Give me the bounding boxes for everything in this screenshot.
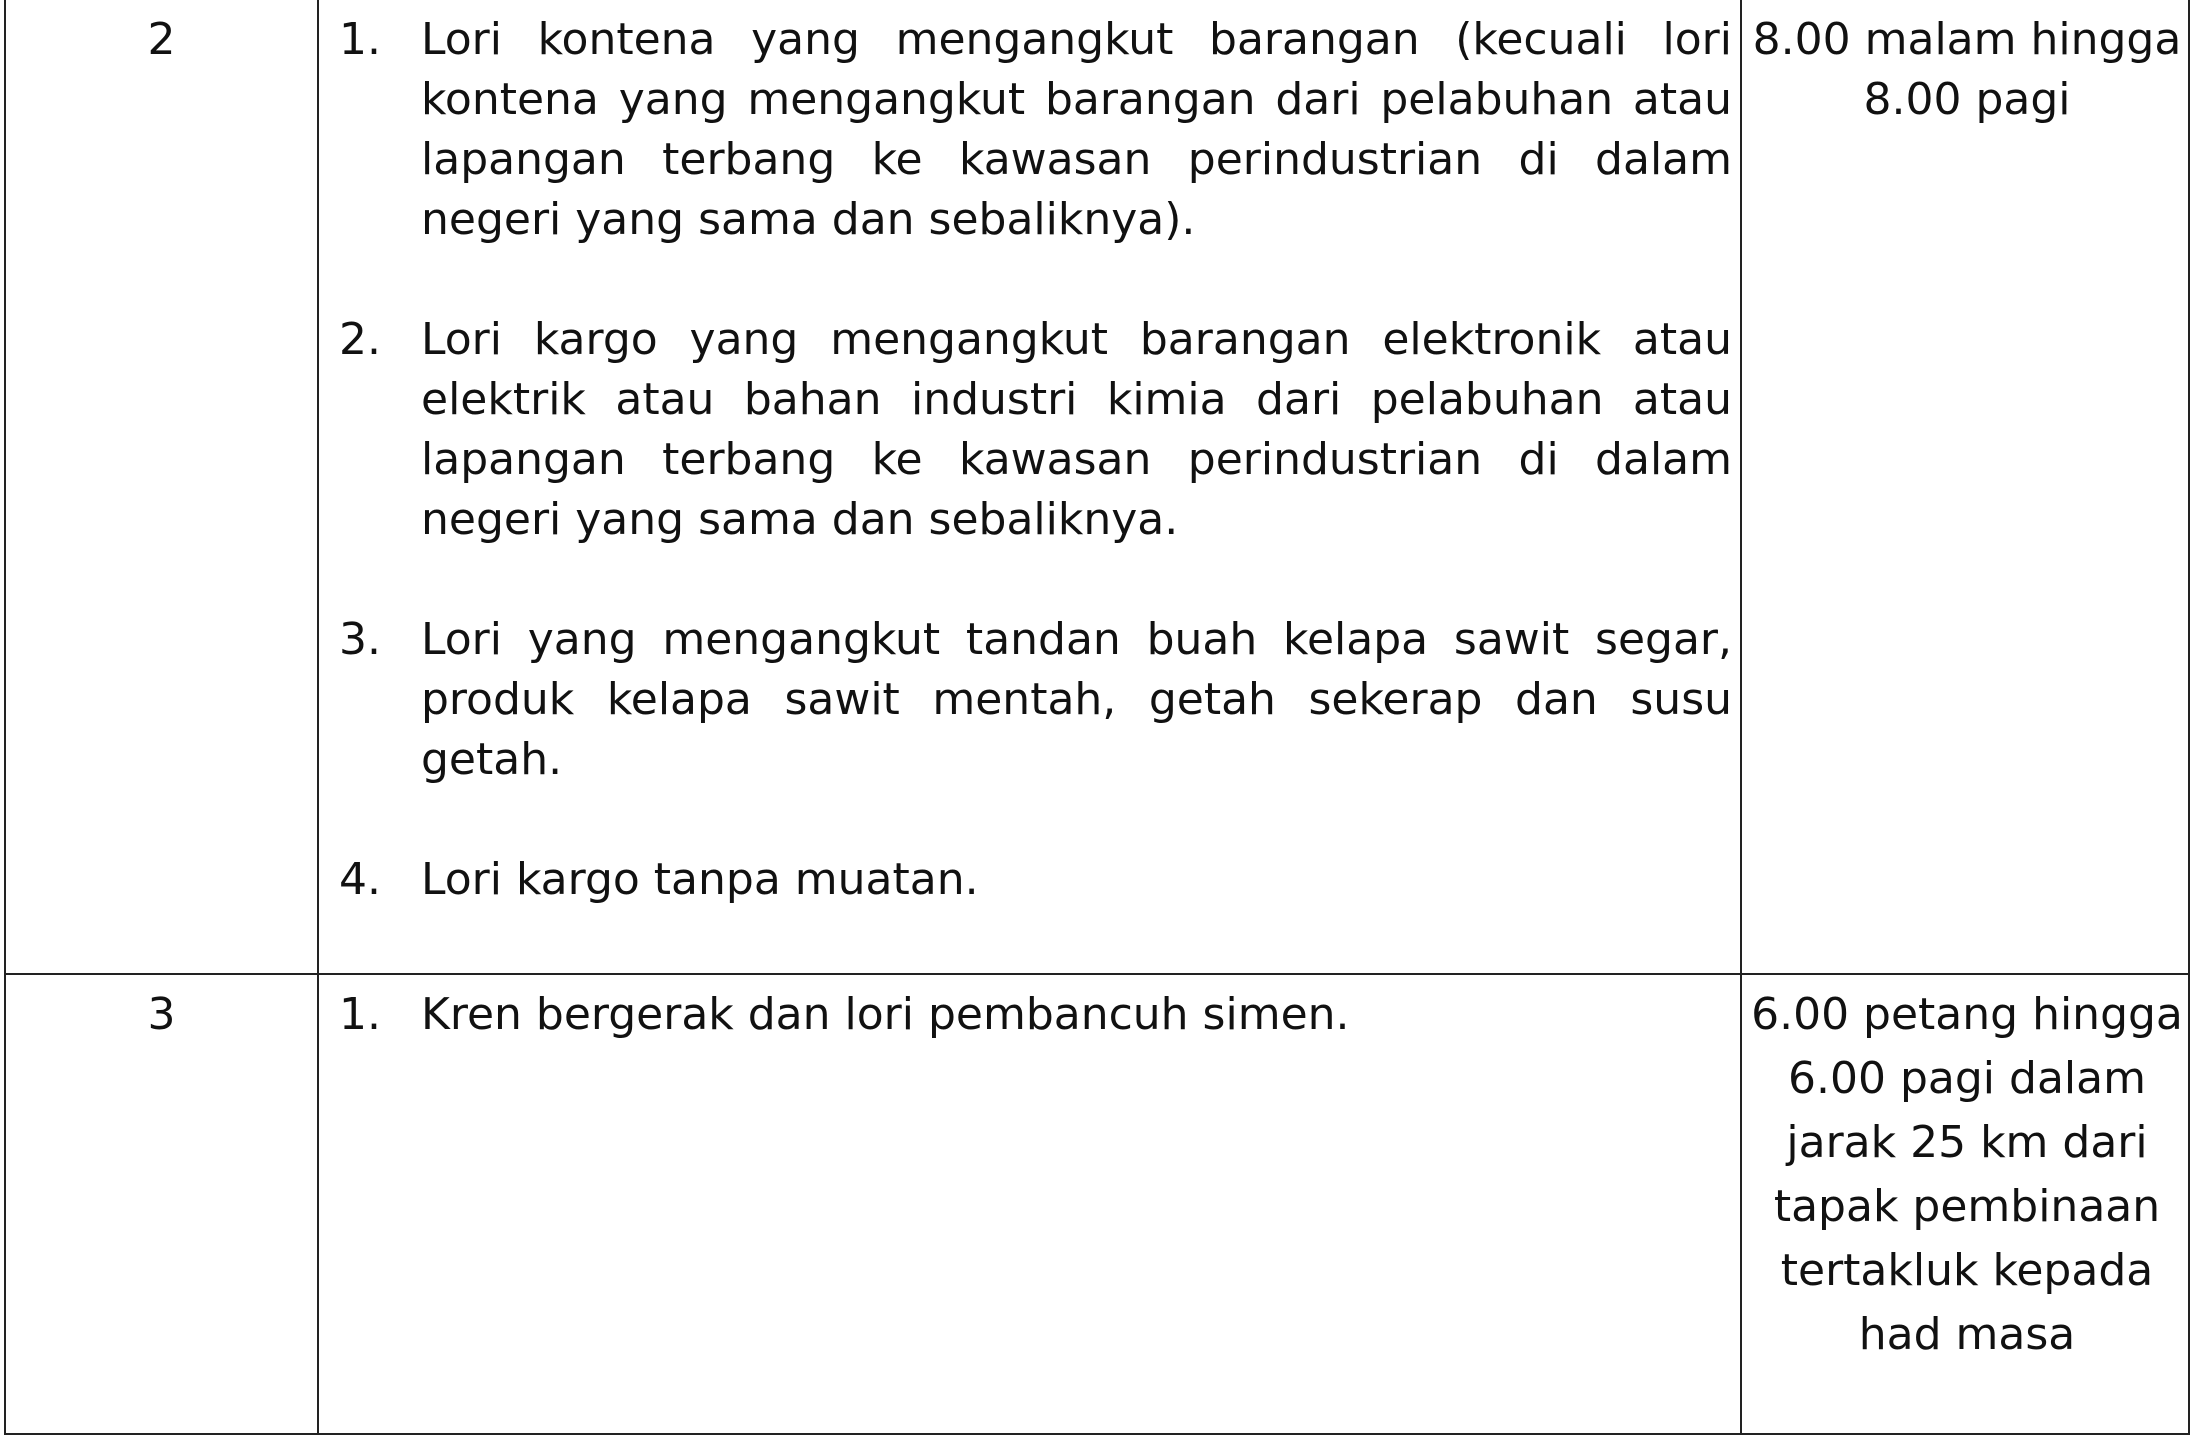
item-text: Kren bergerak dan lori pembancuh simen. bbox=[421, 989, 1350, 1040]
row-number: 2 bbox=[5, 0, 318, 974]
item-text: Lori yang mengangkut tandan buah kelapa sawit segar, produk kelapa sawit mentah, getah sekerap dan susu getah. bbox=[421, 614, 1732, 785]
item-number: 1. bbox=[339, 14, 381, 65]
list-item bbox=[339, 850, 1732, 910]
row-number: 3 bbox=[5, 974, 318, 1434]
table-row bbox=[5, 974, 2189, 1434]
list-item bbox=[339, 610, 1732, 790]
restriction-table bbox=[4, 0, 2190, 1435]
item-text: Lori kargo tanpa muatan. bbox=[421, 854, 979, 905]
item-text: Lori kontena yang mengangkut barangan (kecuali lori kontena yang mengangkut barangan dari pelabuhan atau lapangan terbang ke kawasan perindustrian di dalam negeri yang sama dan sebaliknya). bbox=[421, 14, 1732, 245]
list-item bbox=[339, 985, 1732, 1045]
time-restriction-cell: 6.00 petang hingga 6.00 pagi dalam jarak 25 km dari tapak pembinaan tertakluk kepada had masa bbox=[1741, 974, 2189, 1434]
item-number: 3. bbox=[339, 614, 381, 665]
time-restriction-cell: 8.00 malam hingga 8.00 pagi bbox=[1741, 0, 2189, 974]
list-item bbox=[339, 10, 1732, 250]
list-item bbox=[339, 310, 1732, 550]
item-number: 1. bbox=[339, 989, 381, 1040]
table-row bbox=[5, 0, 2189, 974]
item-number: 4. bbox=[339, 854, 381, 905]
item-number: 2. bbox=[339, 314, 381, 365]
vehicle-description-cell bbox=[318, 974, 1741, 1434]
item-text: Lori kargo yang mengangkut barangan elektronik atau elektrik atau bahan industri kimia dari pelabuhan atau lapangan terbang ke kawasan perindustrian di dalam negeri yang sama dan sebaliknya. bbox=[421, 314, 1732, 545]
vehicle-description-cell bbox=[318, 0, 1741, 974]
